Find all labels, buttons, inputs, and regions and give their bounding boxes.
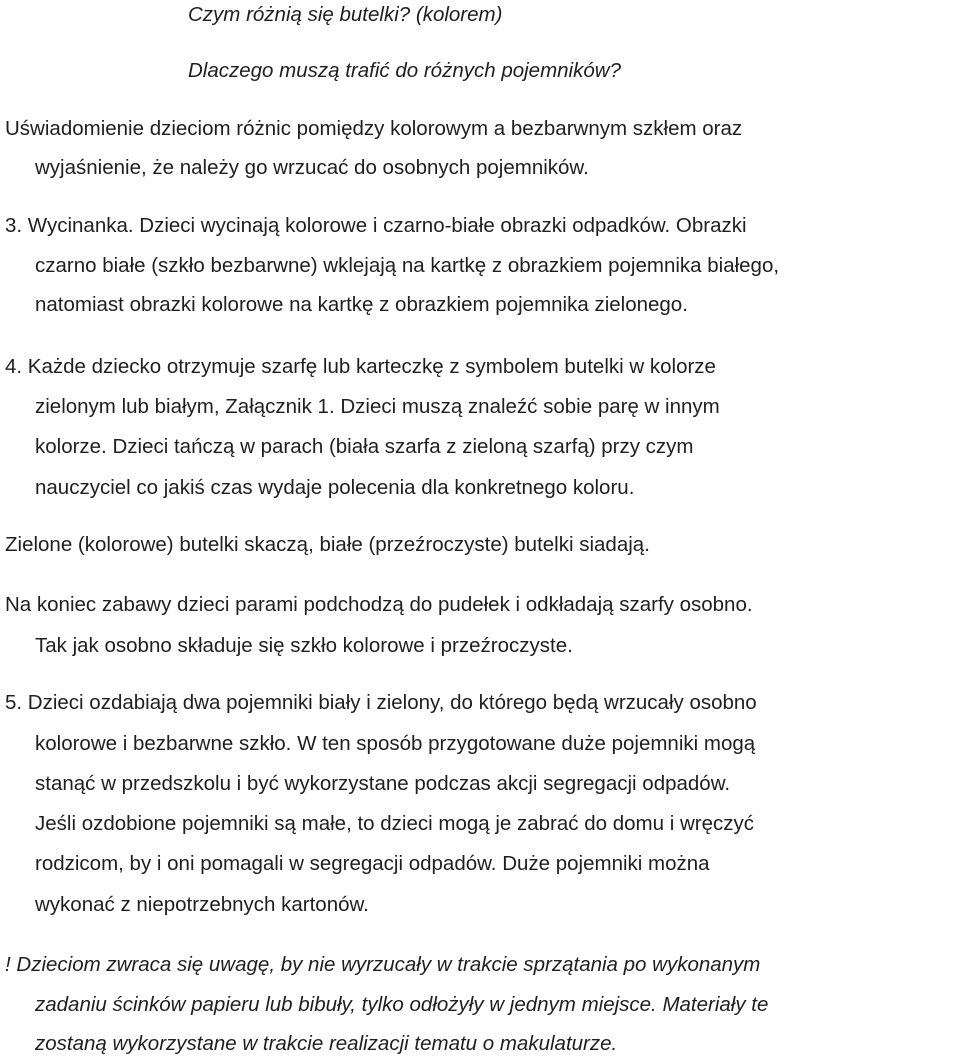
- text-line: Tak jak osobno składuje się szkło kolorowe i przeźroczyste.: [35, 634, 573, 657]
- text-line: stanąć w przedszkolu i być wykorzystane podczas akcji segregacji odpadów.: [35, 772, 731, 795]
- text-line: wyjaśnienie, że należy go wrzucać do osobnych pojemników.: [35, 156, 589, 179]
- text-line: natomiast obrazki kolorowe na kartkę z obrazkiem pojemnika zielonego.: [35, 293, 688, 316]
- question-line: Dlaczego muszą trafić do różnych pojemników?: [188, 59, 621, 82]
- text-line: kolorze. Dzieci tańczą w parach (biała szarfa z zieloną szarfą) przy czym: [35, 435, 694, 458]
- note-line: ! Dzieciom zwraca się uwagę, by nie wyrzucały w trakcie sprzątania po wykonanym: [5, 953, 761, 976]
- text-line: Jeśli ozdobione pojemniki są małe, to dzieci mogą je zabrać do domu i wręczyć: [35, 812, 754, 835]
- text-line: rodzicom, by i oni pomagali w segregacji odpadów. Duże pojemniki można: [35, 852, 710, 875]
- text-line: Uświadomienie dzieciom różnic pomiędzy kolorowym a bezbarwnym szkłem oraz: [5, 117, 743, 140]
- question-line: Czym różnią się butelki? (kolorem): [188, 3, 503, 26]
- text-line: Zielone (kolorowe) butelki skaczą, białe (przeźroczyste) butelki siadają.: [5, 533, 650, 556]
- text-line: kolorowe i bezbarwne szkło. W ten sposób przygotowane duże pojemniki mogą: [35, 732, 756, 755]
- note-line: zostaną wykorzystane w trakcie realizacji tematu o makulaturze.: [35, 1032, 618, 1055]
- text-line: wykonać z niepotrzebnych kartonów.: [35, 893, 369, 916]
- text-line: 5. Dzieci ozdabiają dwa pojemniki biały i zielony, do którego będą wrzucały osobno: [5, 691, 757, 714]
- text-line: zielonym lub białym, Załącznik 1. Dzieci muszą znaleźć sobie parę w innym: [35, 395, 720, 418]
- text-line: 4. Każde dziecko otrzymuje szarfę lub karteczkę z symbolem butelki w kolorze: [5, 355, 716, 378]
- note-line: zadaniu ścinków papieru lub bibuły, tylko odłożyły w jednym miejsce. Materiały te: [35, 993, 769, 1016]
- text-line: Na koniec zabawy dzieci parami podchodzą do pudełek i odkładają szarfy osobno.: [5, 593, 753, 616]
- text-line: czarno białe (szkło bezbarwne) wklejają na kartkę z obrazkiem pojemnika białego,: [35, 254, 780, 277]
- text-line: nauczyciel co jakiś czas wydaje polecenia dla konkretnego koloru.: [35, 476, 635, 499]
- text-line: 3. Wycinanka. Dzieci wycinają kolorowe i czarno-białe obrazki odpadków. Obrazki: [5, 214, 747, 237]
